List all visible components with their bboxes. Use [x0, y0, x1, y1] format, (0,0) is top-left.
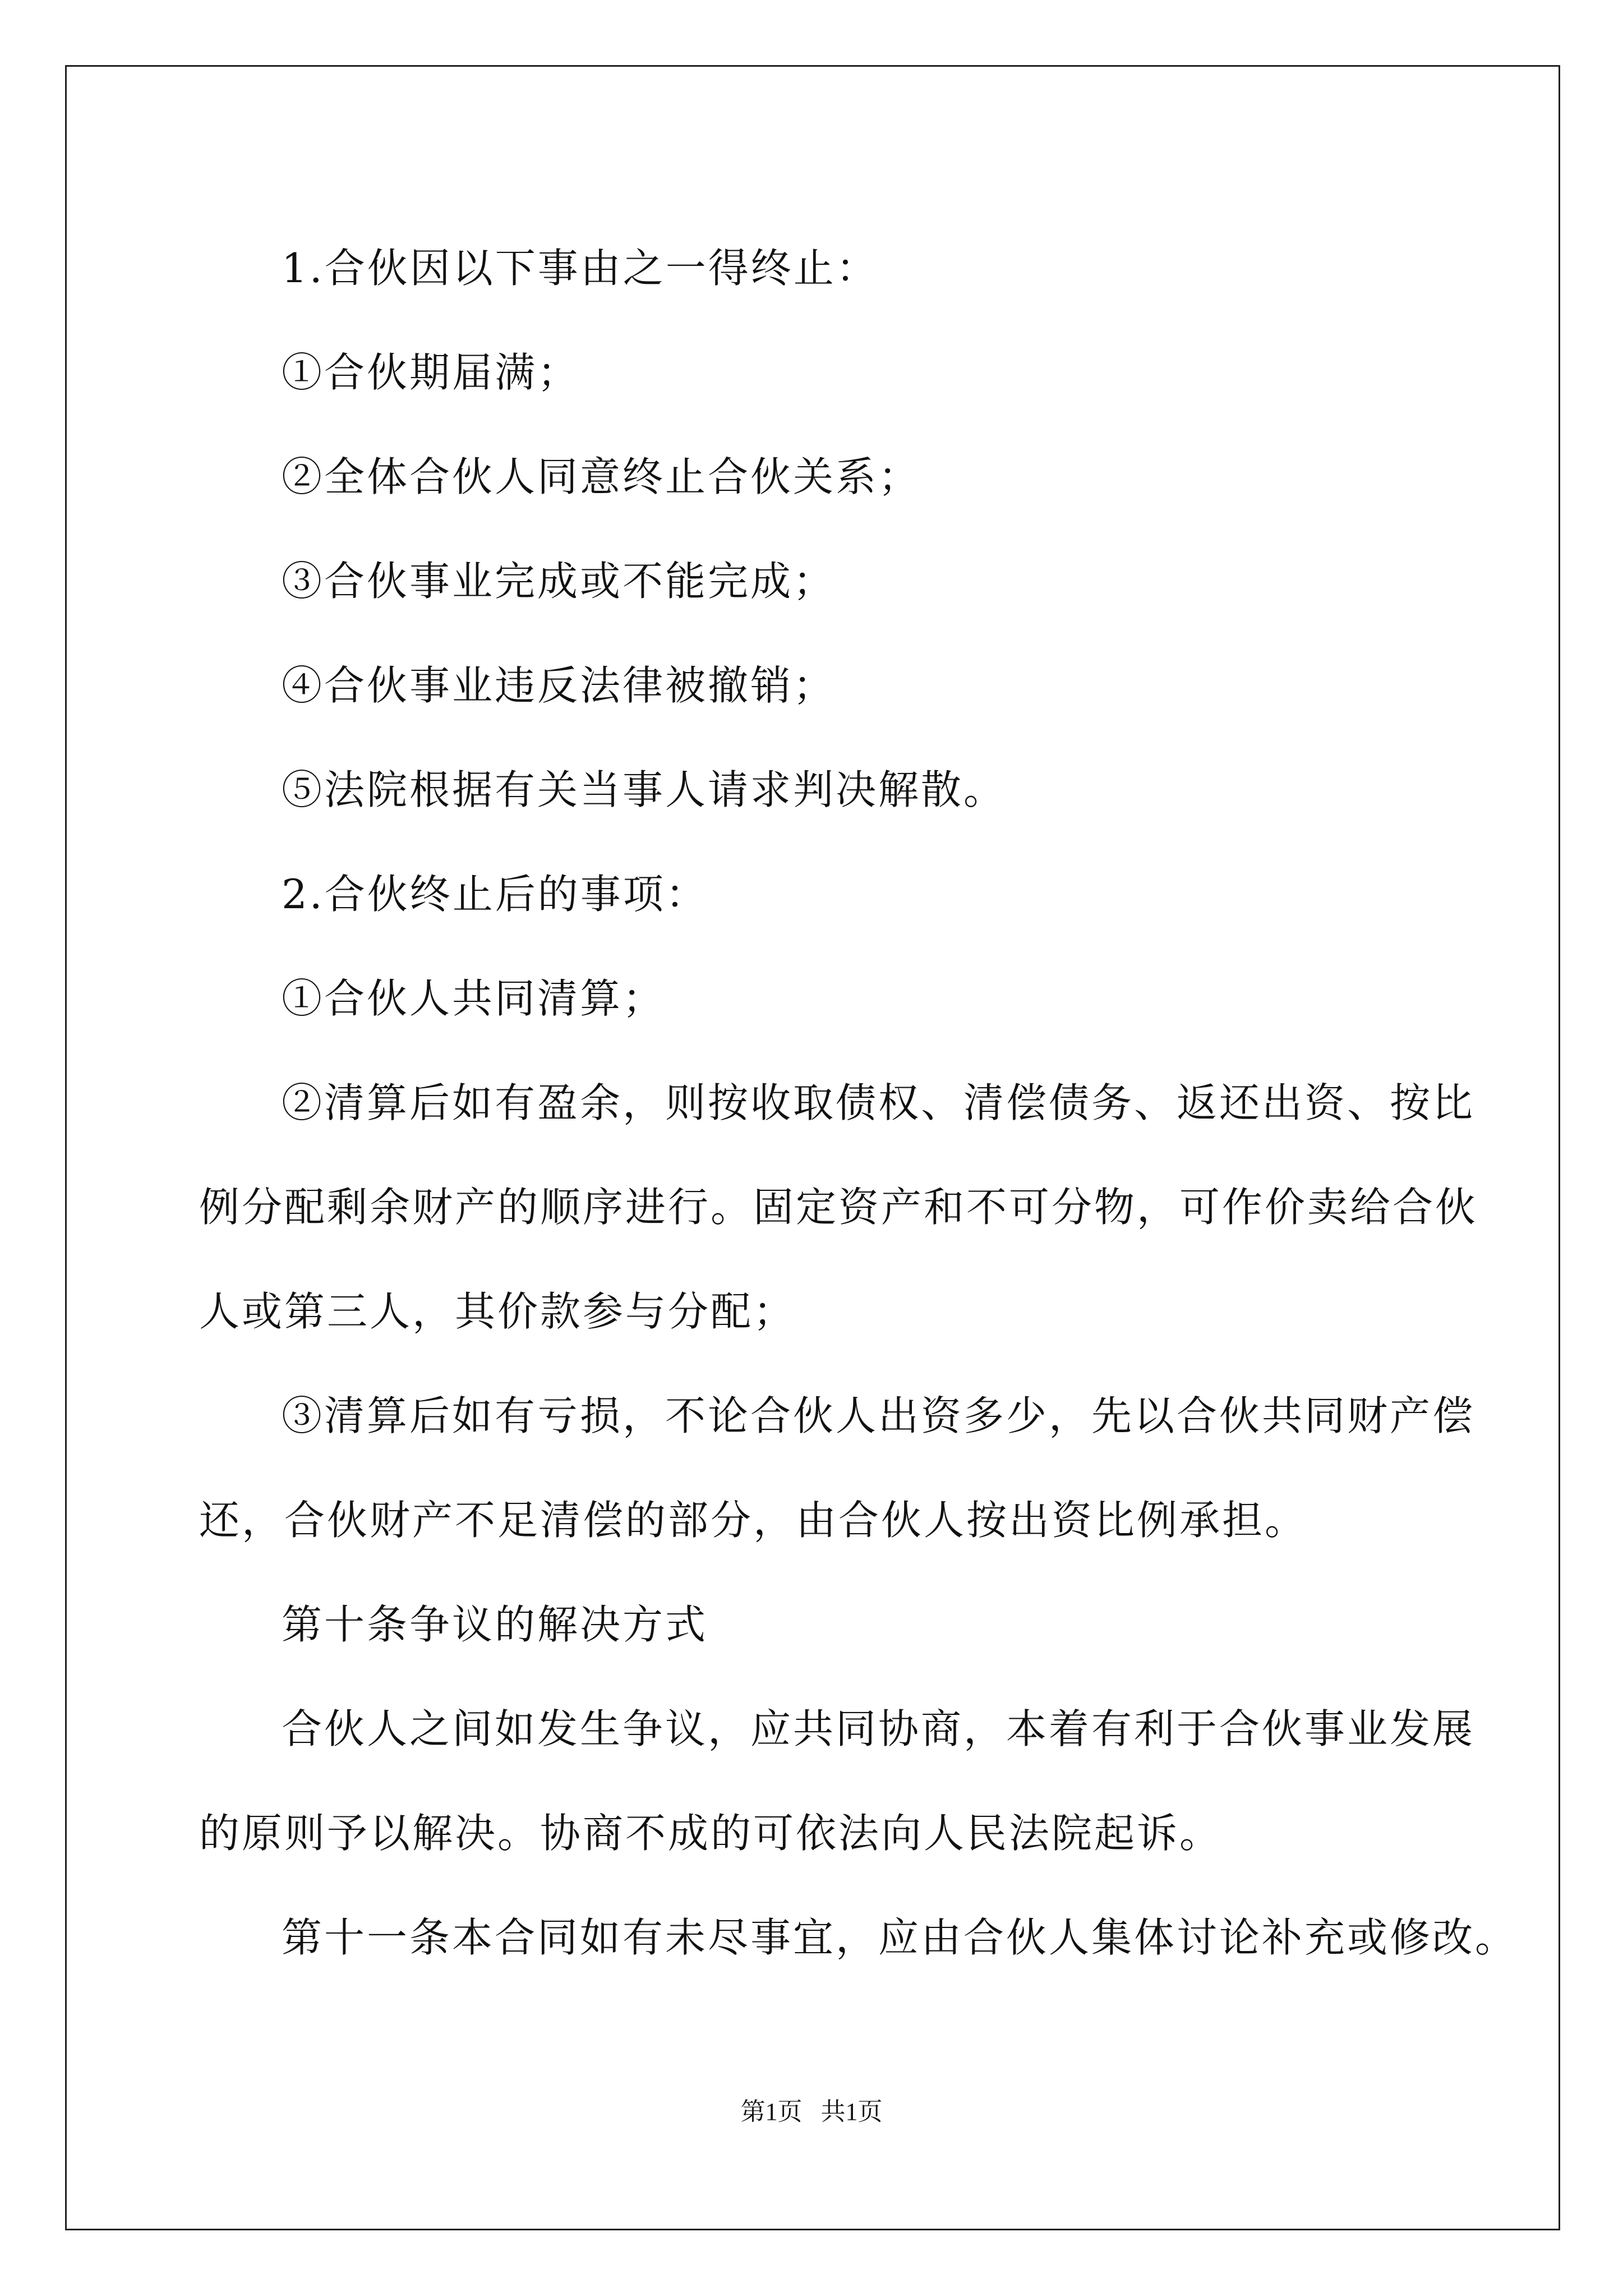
paragraph-all-partners-agree: ②全体合伙人同意终止合伙关系；	[282, 453, 921, 500]
paragraph-court-dissolution: ⑤法院根据有关当事人请求判决解散。	[282, 766, 1007, 813]
paragraph-revoked-by-law: ④合伙事业违反法律被撤销；	[282, 662, 836, 709]
paragraph-termination-causes: 1.合伙因以下事由之一得终止：	[282, 245, 879, 292]
document-body	[199, 216, 1518, 1990]
paragraph-dispute-line-1: 合伙人之间如发生争议，应共同协商，本着有利于合伙事业发展	[282, 1705, 1476, 1752]
paragraph-loss-line-2: 还，合伙财产不足清偿的部分，由合伙人按出资比例承担。	[199, 1497, 1308, 1544]
page-footer: 第1页 共1页	[740, 2098, 883, 2125]
paragraph-surplus-line-3: 人或第三人，其价款参与分配；	[199, 1288, 796, 1335]
paragraph-dispute-line-2: 的原则予以解决。协商不成的可依法向人民法院起诉。	[199, 1810, 1223, 1857]
article-11-paragraph: 第十一条本合同如有未尽事宜，应由合伙人集体讨论补充或修改。	[282, 1914, 1518, 1961]
paragraph-business-completed: ③合伙事业完成或不能完成；	[282, 558, 836, 605]
article-10-heading: 第十条争议的解决方式	[282, 1601, 708, 1648]
paragraph-post-termination-heading: 2.合伙终止后的事项：	[282, 871, 708, 918]
paragraph-surplus-line-2: 例分配剩余财产的顺序进行。固定资产和不可分物，可作价卖给合伙	[199, 1184, 1478, 1231]
paragraph-joint-liquidation: ①合伙人共同清算；	[282, 975, 666, 1022]
paragraph-surplus-line-1: ②清算后如有盈余，则按收取债权、清偿债务、返还出资、按比	[282, 1079, 1476, 1126]
paragraph-loss-line-1: ③清算后如有亏损，不论合伙人出资多少，先以合伙共同财产偿	[282, 1392, 1476, 1439]
paragraph-term-expired: ①合伙期届满；	[282, 349, 580, 396]
